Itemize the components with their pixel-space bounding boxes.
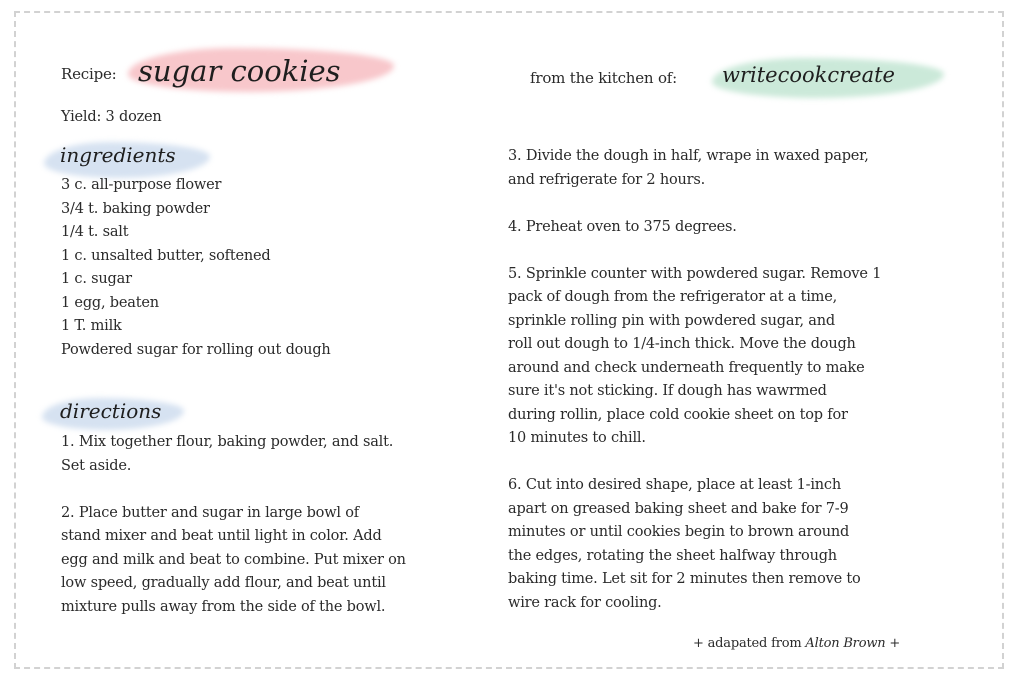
ingredient-item: 1 c. unsalted butter, softened [61,247,271,264]
credit-prefix: + adapated from [693,636,802,651]
direction-step: 5. Sprinkle counter with powdered sugar. Remove 1 pack of dough from the refrigerator at a time, sprinkle rolling pin with powdered sugar, and roll out dough to 1/4-inch thick. Move the dough around and check underneath frequently to make sure it's not sticking. If dough has wawrmed during rollin, place cold cookie sheet on top for 10 minutes to chill. [508,265,882,446]
ingredient-item: 1 egg, beaten [61,294,159,311]
directions-left-column [61,431,481,643]
from-kitchen-name: writecookcreate [722,63,895,87]
credit-suffix: + [889,636,901,651]
credit-author: Alton Brown [805,636,886,651]
ingredient-item: 3 c. all-purpose flower [61,177,222,193]
ingredient-item: Powdered sugar for rolling out dough [61,341,331,358]
ingredient-item: 3/4 t. baking powder [61,200,210,217]
directions-right-column [508,145,968,639]
direction-step: 1. Mix together flour, baking powder, and salt. Set aside. [61,434,394,474]
from-kitchen-label: from the kitchen of: [530,69,677,87]
ingredient-item: 1/4 t. salt [61,224,129,240]
recipe-name: sugar cookies [138,54,341,88]
direction-step: 4. Preheat oven to 375 degrees. [508,218,737,235]
directions-heading: directions [60,399,162,423]
ingredients-heading: ingredients [60,143,176,167]
direction-step: 2. Place butter and sugar in large bowl of stand mixer and beat until light in color. Add egg and milk and beat to combine. Put mixer on low speed, gradually add flour, and beat until mixture pulls away from the side of the bowl. [61,504,406,615]
credit-line [693,634,900,654]
direction-step: 3. Divide the dough in half, wrape in waxed paper, and refrigerate for 2 hours. [508,148,869,188]
direction-step: 6. Cut into desired shape, place at least 1-inch apart on greased baking sheet and bake for 7-9 minutes or until cookies begin to brown around the edges, rotating the sheet halfway through baking time. Let sit for 2 minutes then remove to wire rack for cooling. [508,477,861,611]
recipe-label: Recipe: [61,65,117,83]
ingredient-item: 1 c. sugar [61,271,132,287]
ingredient-item: 1 T. milk [61,318,122,334]
ingredients-list [61,174,331,362]
yield-text: Yield: 3 dozen [61,109,162,125]
